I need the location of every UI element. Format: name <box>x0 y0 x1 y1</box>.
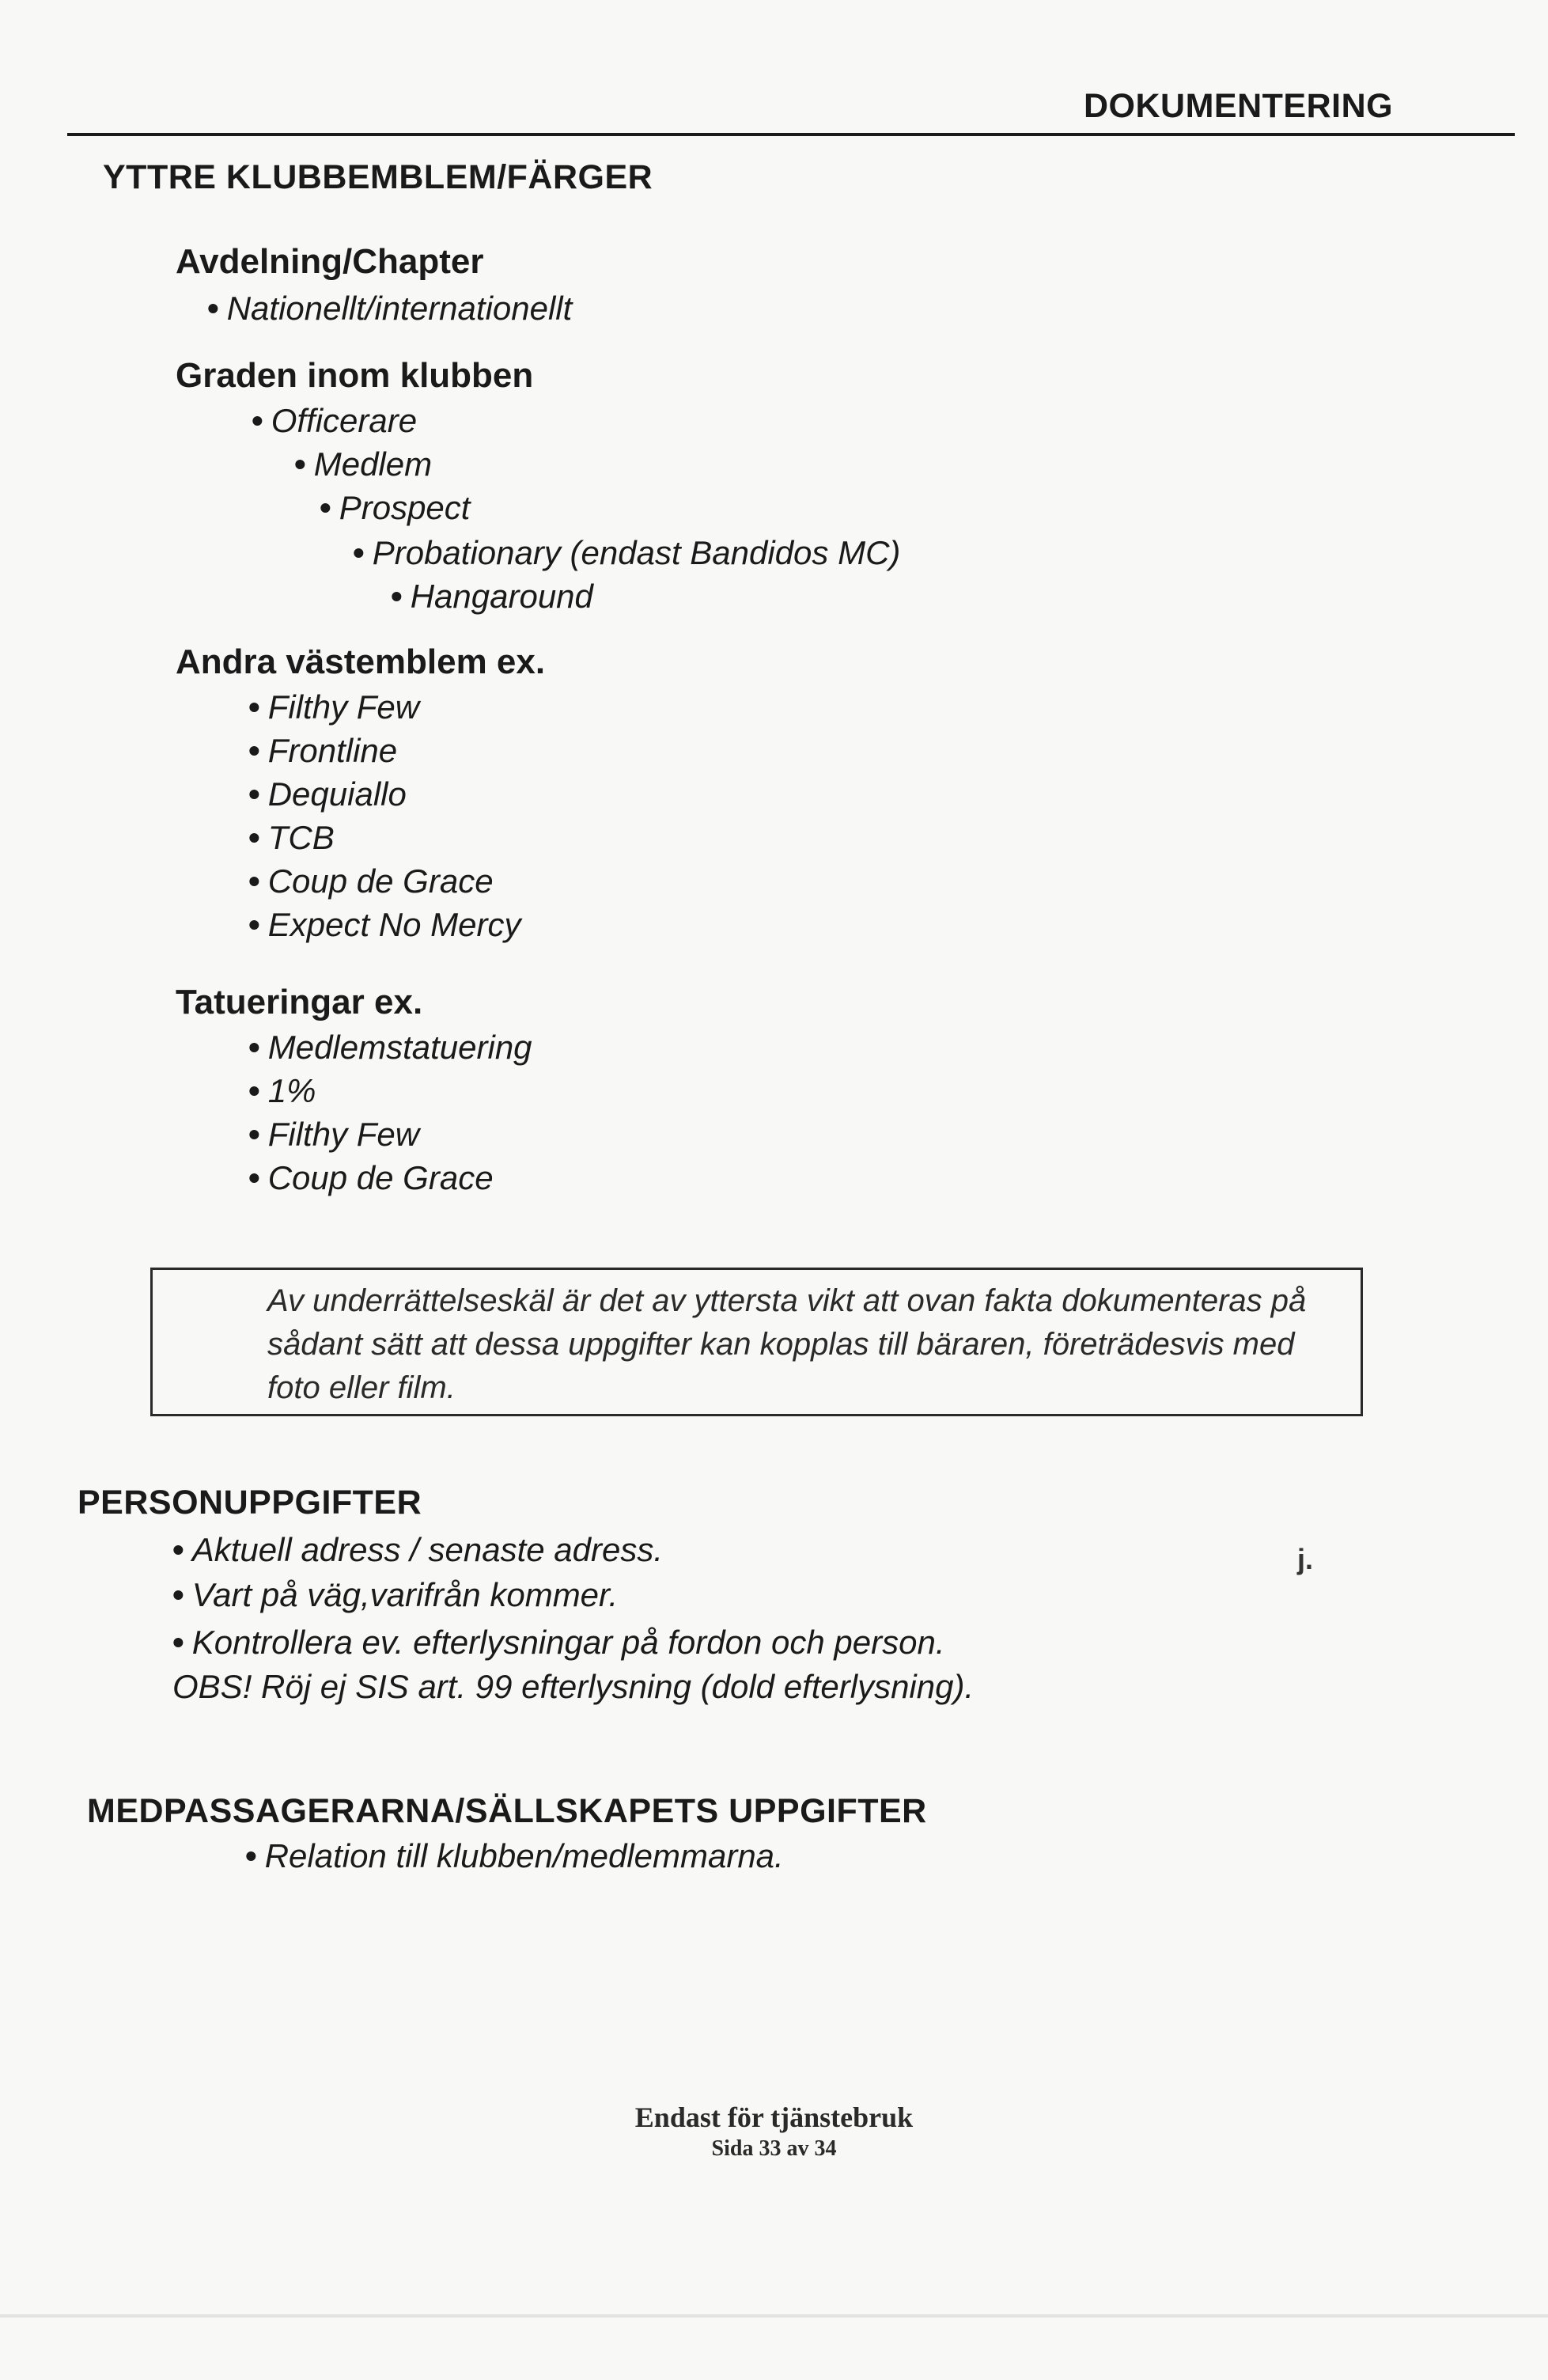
section-title-passengers: MEDPASSAGERARNA/SÄLLSKAPETS UPPGIFTER <box>87 1792 927 1830</box>
subsection-title-vest: Andra västemblem ex. <box>176 642 546 681</box>
bullet-icon: • <box>294 445 306 483</box>
list-item: • Dequiallo <box>248 775 407 813</box>
bullet-icon: • <box>391 578 403 615</box>
bullet-icon: • <box>248 819 260 856</box>
bullet-icon: • <box>353 534 365 571</box>
bullet-icon: • <box>248 688 260 726</box>
list-item: • Vart på väg,varifrån kommer. <box>172 1576 619 1613</box>
bullet-icon: • <box>172 1576 184 1613</box>
list-item: • Coup de Grace <box>248 862 494 900</box>
bullet-icon: • <box>207 290 219 327</box>
list-item: • 1% <box>248 1072 316 1109</box>
list-item: • Officerare <box>252 402 418 439</box>
footer-page-number: Sida 33 av 34 <box>711 2136 837 2161</box>
list-item: • TCB <box>248 819 335 856</box>
scan-edge <box>0 2314 1548 2317</box>
stray-mark: j. <box>1297 1543 1314 1575</box>
list-item: • Kontrollera ev. efterlysningar på fordon och person. <box>172 1624 945 1661</box>
bullet-icon: • <box>248 862 260 900</box>
bullet-icon: • <box>172 1624 184 1661</box>
list-item: • Hangaround <box>391 578 593 615</box>
footer-classification: Endast för tjänstebruk <box>634 2101 914 2133</box>
bullet-icon: • <box>248 906 260 943</box>
section-title-personal: PERSONUPPGIFTER <box>78 1484 422 1522</box>
list-item: • Coup de Grace <box>248 1159 494 1196</box>
header-rule <box>67 133 1515 136</box>
bullet-icon: • <box>252 402 263 439</box>
list-item: • Probationary (endast Bandidos MC) <box>353 534 901 571</box>
bullet-icon: • <box>320 489 331 526</box>
list-item: • Medlem <box>294 445 433 483</box>
subsection-title-rank: Graden inom klubben <box>176 356 534 395</box>
list-item: • Medlemstatuering <box>248 1029 532 1066</box>
list-item: • Nationellt/internationellt <box>207 290 573 327</box>
list-item: • Expect No Mercy <box>248 906 521 943</box>
bullet-icon: • <box>248 1072 260 1109</box>
list-item: • Relation till klubben/medlemmarna. <box>245 1837 784 1874</box>
warning-note: OBS! Röj ej SIS art. 99 efterlysning (dold efterlysning). <box>172 1668 975 1705</box>
list-item: • Filthy Few <box>248 688 420 726</box>
bullet-icon: • <box>245 1837 257 1874</box>
bullet-icon: • <box>248 1159 260 1196</box>
bullet-icon: • <box>172 1531 184 1568</box>
section-title-outer: YTTRE KLUBBEMBLEM/FÄRGER <box>103 158 653 196</box>
list-item: • Aktuell adress / senaste adress. <box>172 1531 664 1568</box>
list-item: • Filthy Few <box>248 1116 420 1153</box>
list-item: • Prospect <box>320 489 471 526</box>
bullet-icon: • <box>248 732 260 769</box>
bullet-icon: • <box>248 1029 260 1066</box>
bullet-icon: • <box>248 775 260 813</box>
subsection-title-tattoo: Tatueringar ex. <box>176 983 423 1021</box>
list-item: • Frontline <box>248 732 398 769</box>
subsection-title-chapter: Avdelning/Chapter <box>176 242 484 281</box>
notice-text: Av underrättelseskäl är det av yttersta vikt att ovan fakta dokumenteras på sådant sätt att dessa uppgifter kan kopplas till bäraren, företrädesvis med foto eller film. <box>267 1283 1307 1405</box>
notice-box <box>150 1268 1363 1416</box>
bullet-icon: • <box>248 1116 260 1153</box>
header-label: DOKUMENTERING <box>1084 87 1394 125</box>
